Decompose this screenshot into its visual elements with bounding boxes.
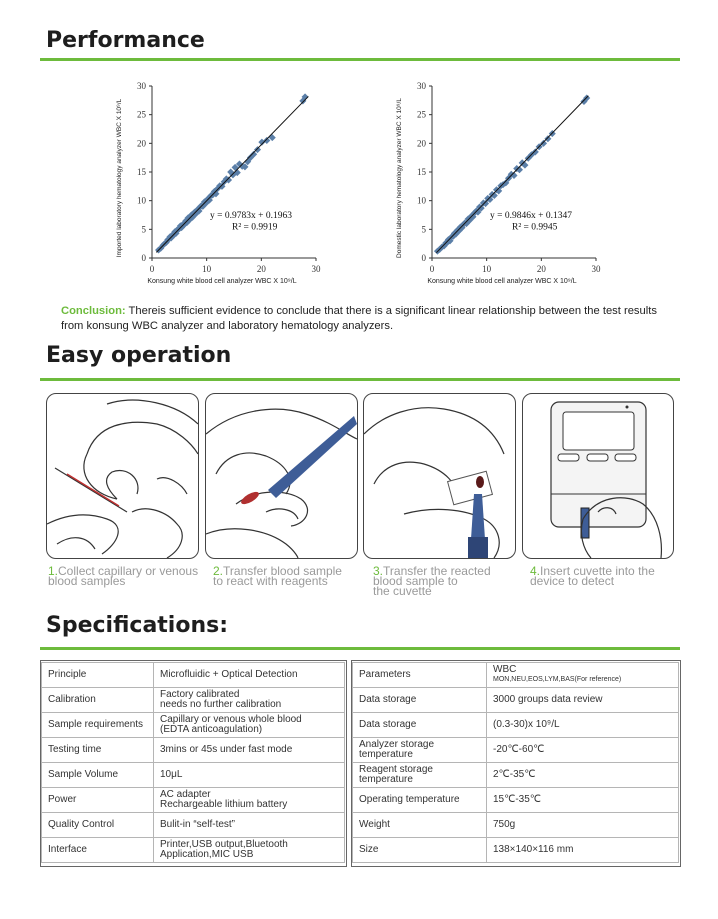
pipette-transfer-illustration (206, 394, 357, 558)
scatter-chart-imported (110, 78, 340, 298)
spec-value-line2: needs no further calibration (160, 699, 282, 710)
step-3-text-line3: the cuvette (373, 584, 432, 598)
performance-title: Performance (46, 28, 205, 53)
spec-value (154, 838, 345, 863)
spec-key: Sample Volume (42, 763, 154, 788)
x-axis-label: Konsung white blood cell analyzer WBC X 10⁹/L (427, 278, 577, 285)
spec-value (487, 763, 679, 788)
conclusion-text: Thereis sufficient evidence to conclude that there is a significant linear relationship between the test results from konsung WBC analyzer and laboratory hematology analyzers. (61, 305, 657, 332)
x-tick-label: 20 (536, 264, 546, 274)
y-tick-label: 0 (141, 253, 146, 263)
spec-value (487, 688, 679, 713)
data-point (544, 135, 551, 142)
spec-value-line1: 15℃-35℃ (493, 794, 542, 805)
spec-row (42, 738, 345, 763)
spec-key: Data storage (353, 688, 487, 713)
regression-equation: y = 0.9846x + 0.1347 (490, 210, 572, 221)
chart-domestic (390, 78, 620, 298)
y-tick-label: 10 (417, 195, 426, 206)
spec-key: Testing time (42, 738, 154, 763)
spec-value-line1: (0.3-30)x 10⁹/L (493, 719, 560, 730)
spec-value (154, 738, 345, 763)
spec-value-line1: Printer,USB output,Bluetooth (160, 839, 288, 850)
spec-key: Data storage (353, 713, 487, 738)
step-4-number: 4. (530, 564, 541, 578)
spec-table-right (352, 662, 679, 863)
scatter-chart-domestic (390, 78, 620, 298)
spec-key: Principle (42, 663, 154, 688)
spec-value (154, 688, 345, 713)
y-tick-label: 0 (421, 253, 426, 263)
step-2-caption (213, 566, 342, 586)
step-1-text-line2: blood samples (48, 574, 126, 588)
spec-row (353, 813, 679, 838)
performance-rule (40, 58, 680, 61)
spec-key: Weight (353, 813, 487, 838)
x-tick-label: 30 (311, 264, 321, 274)
spec-key: Size (353, 838, 487, 863)
step-1-illustration (46, 393, 199, 559)
step-3-number: 3. (373, 564, 384, 578)
spec-key: Reagent storage temperature (353, 763, 487, 788)
spec-value (154, 788, 345, 813)
spec-value (154, 663, 345, 688)
spec-row (42, 838, 345, 863)
spec-value-line1: -20℃-60℃ (493, 744, 545, 755)
spec-value (487, 713, 679, 738)
spec-value-line1: 10μL (160, 769, 183, 780)
x-tick-label: 20 (256, 264, 266, 274)
x-tick-label: 10 (202, 264, 212, 274)
spec-table-left (41, 662, 345, 863)
x-axis-label: Konsung white blood cell analyzer WBC X 10⁹/L (147, 278, 297, 285)
step-1-number: 1. (48, 564, 59, 578)
specs-title: Specifications: (46, 613, 229, 638)
x-tick-label: 10 (482, 264, 492, 274)
spec-row (42, 813, 345, 838)
step-3-text-line2: blood sample to (373, 574, 458, 588)
spec-value-line1: 138×140×116 mm (493, 844, 574, 855)
spec-value (154, 763, 345, 788)
spec-value-line1: 3000 groups data review (493, 694, 603, 705)
step-4-text: Insert cuvette into the (540, 564, 655, 578)
specs-rule (40, 647, 680, 650)
spec-row (353, 838, 679, 863)
spec-value (487, 788, 679, 813)
x-tick-label: 30 (591, 264, 601, 274)
spec-value (487, 838, 679, 863)
step-2-number: 2. (213, 564, 224, 578)
spec-value-line1: Factory calibrated (160, 689, 240, 700)
finger-prick-illustration (47, 394, 198, 558)
spec-value (487, 663, 679, 688)
y-tick-label: 25 (417, 109, 426, 120)
cuvette-fill-illustration (364, 394, 515, 558)
spec-row (353, 738, 679, 763)
spec-value-line1: 3mins or 45s under fast mode (160, 744, 293, 755)
spec-value-line1: WBC (493, 664, 517, 675)
spec-value-line1: 2℃-35℃ (493, 769, 536, 780)
y-tick-label: 20 (137, 138, 146, 149)
operation-rule (40, 378, 680, 381)
y-tick-label: 30 (137, 81, 146, 91)
spec-key: Calibration (42, 688, 154, 713)
spec-row (42, 788, 345, 813)
step-2-text-line2: to react with reagents (213, 574, 328, 588)
spec-value (154, 713, 345, 738)
step-4-illustration (522, 393, 674, 559)
spec-key: Power (42, 788, 154, 813)
spec-value (487, 813, 679, 838)
step-3-illustration (363, 393, 516, 559)
spec-value-line1: Capillary or venous whole blood (160, 714, 302, 725)
step-2-text: Transfer blood sample (223, 564, 342, 578)
spec-row (42, 663, 345, 688)
step-4-caption (530, 566, 655, 586)
spec-key: Interface (42, 838, 154, 863)
y-tick-label: 15 (417, 167, 426, 177)
spec-row (353, 763, 679, 788)
step-1-text: Collect capillary or venous (58, 564, 199, 578)
step-4-text-line2: device to detect (530, 574, 615, 588)
spec-row (353, 788, 679, 813)
spec-key: Parameters (353, 663, 487, 688)
y-tick-label: 15 (137, 167, 146, 177)
y-tick-label: 20 (417, 138, 426, 149)
spec-key: Operating temperature (353, 788, 487, 813)
spec-value-line2: Application,MIC USB (160, 849, 254, 860)
spec-row (353, 688, 679, 713)
chart-imported (110, 78, 340, 298)
conclusion-label: Conclusion: (61, 305, 126, 317)
spec-value-line1: Microfluidic + Optical Detection (160, 669, 298, 680)
spec-value (487, 738, 679, 763)
spec-value-line1: AC adapter (160, 789, 211, 800)
spec-row (42, 688, 345, 713)
spec-key: Quality Control (42, 813, 154, 838)
conclusion (61, 304, 681, 334)
r-squared: R² = 0.9919 (232, 222, 278, 233)
regression-equation: y = 0.9783x + 0.1963 (210, 210, 292, 221)
spec-key: Sample requirements (42, 713, 154, 738)
y-tick-label: 30 (417, 81, 426, 91)
step-2-illustration (205, 393, 358, 559)
spec-value-line2: MON,NEU,EOS,LYM,BAS(For reference) (493, 676, 622, 683)
x-tick-label: 0 (429, 264, 435, 274)
spec-value-line1: 750g (493, 819, 516, 830)
spec-value-line1: Bulit-in “self-test” (160, 819, 236, 830)
y-tick-label: 5 (421, 224, 426, 235)
step-3-text: Transfer the reacted (383, 564, 491, 578)
step-1-caption (48, 566, 198, 586)
spec-row (42, 763, 345, 788)
operation-title: Easy operation (46, 343, 232, 368)
spec-value-line2: Rechargeable lithium battery (160, 799, 288, 810)
spec-key: Analyzer storage temperature (353, 738, 487, 763)
step-3-caption (373, 566, 491, 596)
r-squared: R² = 0.9945 (512, 222, 558, 233)
spec-row (353, 713, 679, 738)
y-axis-label: Domestic laboratory hematology analyzer WBC X 10⁹/L (396, 98, 403, 258)
y-tick-label: 25 (137, 109, 146, 120)
spec-row (353, 663, 679, 688)
x-tick-label: 0 (149, 264, 155, 274)
y-axis-label: Imported laboratory hematology analyzer WBC X 10⁹/L (116, 98, 123, 258)
spec-value-line2: (EDTA anticoagulation) (160, 724, 263, 735)
y-tick-label: 5 (141, 224, 146, 235)
spec-row (42, 713, 345, 738)
analyzer-device-illustration (523, 394, 673, 558)
spec-value (154, 813, 345, 838)
y-tick-label: 10 (137, 195, 146, 206)
